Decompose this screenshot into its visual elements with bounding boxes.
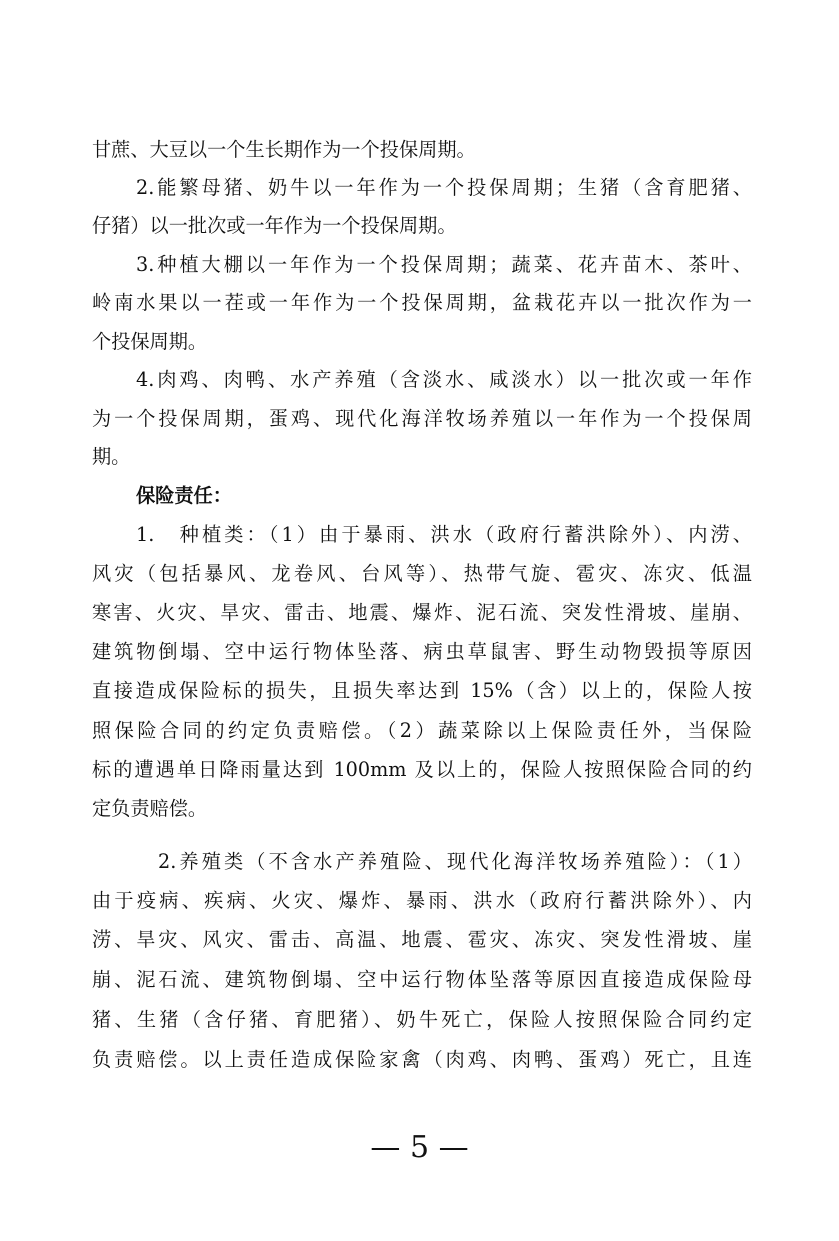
paragraph-line: 为一个投保周期，蛋鸡、现代化海洋牧场养殖以一年作为一个投保周	[92, 407, 752, 430]
paragraph-line: 1. 种植类：（1）由于暴雨、洪水（政府行蓄洪除外）、内涝、	[136, 523, 752, 546]
paragraph-line: 直接造成保险标的损失，且损失率达到 15%（含）以上的，保险人按	[92, 679, 752, 702]
paragraph-line: 甘蔗、大豆以一个生长期作为一个投保周期。	[92, 138, 476, 161]
paragraph-line: 建筑物倒塌、空中运行物体坠落、病虫草鼠害、野生动物毁损等原因	[92, 640, 752, 663]
paragraph-line: 仔猪）以一批次或一年作为一个投保周期。	[92, 214, 457, 237]
paragraph-line: 4.肉鸡、肉鸭、水产养殖（含淡水、咸淡水）以一批次或一年作	[136, 368, 752, 391]
paragraph-line: 2.养殖类（不含水产养殖险、现代化海洋牧场养殖险）：（1）	[158, 850, 752, 873]
paragraph-line: 标的遭遇单日降雨量达到 100mm 及以上的，保险人按照保险合同的约	[92, 758, 752, 781]
paragraph-line: 2.能繁母猪、奶牛以一年作为一个投保周期；生猪（含育肥猪、	[136, 176, 752, 199]
paragraph-line: 照保险合同的约定负责赔偿。（2）蔬菜除以上保险责任外，当保险	[92, 719, 752, 742]
paragraph-line: 涝、旱灾、风灾、雷击、高温、地震、雹灾、冻灾、突发性滑坡、崖	[92, 928, 752, 951]
paragraph-line: 3.种植大棚以一年作为一个投保周期；蔬菜、花卉苗木、茶叶、	[136, 253, 752, 276]
paragraph-line: 风灾（包括暴风、龙卷风、台风等）、热带气旋、雹灾、冻灾、低温	[92, 562, 752, 585]
paragraph-line: 期。	[92, 445, 131, 468]
paragraph-line: 岭南水果以一茬或一年作为一个投保周期，盆栽花卉以一批次作为一	[92, 291, 752, 314]
paragraph-line: 猪、生猪（含仔猪、育肥猪）、奶牛死亡，保险人按照保险合同约定	[92, 1008, 752, 1031]
paragraph-line: 寒害、火灾、旱灾、雷击、地震、爆炸、泥石流、突发性滑坡、崖崩、	[92, 601, 752, 624]
paragraph-line: 崩、泥石流、建筑物倒塌、空中运行物体坠落等原因直接造成保险母	[92, 968, 752, 991]
section-heading: 保险责任：	[136, 484, 232, 507]
paragraph-line: 负责赔偿。以上责任造成保险家禽（肉鸡、肉鸭、蛋鸡）死亡，且连	[92, 1048, 752, 1071]
paragraph-line: 定负责赔偿。	[92, 797, 208, 820]
paragraph-line: 个投保周期。	[92, 330, 208, 353]
paragraph-line: 由于疫病、疾病、火灾、爆炸、暴雨、洪水（政府行蓄洪除外）、内	[92, 889, 752, 912]
page-number: — 5 —	[370, 1130, 469, 1165]
